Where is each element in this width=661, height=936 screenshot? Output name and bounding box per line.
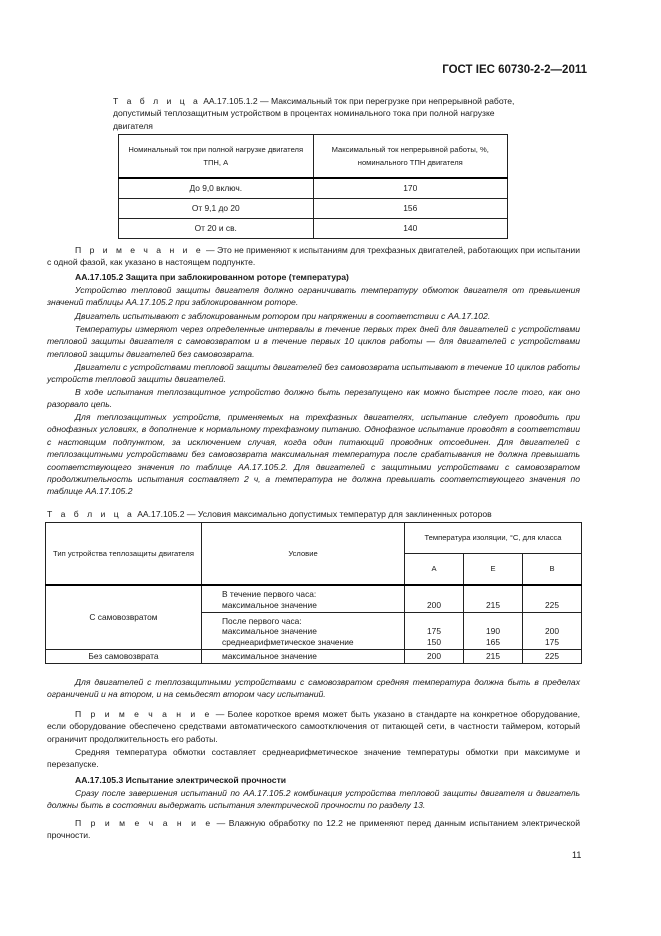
note1-text: — Это не применяют к испытаниям для трехфазных двигателей, работающих при испытании с одной фазой, как указано в настоящем подпункте. bbox=[47, 245, 580, 268]
section-105-2-para: В ходе испытания теплозащитное устройство должно быть перезапущено как можно быстрее после того, как оно разорвало цепь. bbox=[47, 387, 580, 410]
table1-caption-label: Т а б л и ц а bbox=[113, 96, 201, 106]
table2-header-row bbox=[46, 523, 582, 554]
table-cell: 200 bbox=[405, 650, 464, 664]
table-cell: 200 175 bbox=[523, 613, 582, 650]
section-105-3-heading: АА.17.105.3 Испытание электрической прочности bbox=[75, 775, 287, 785]
avg-temp-para: Средняя температура обмотки составляет среднеарифметическое значение температуры обмотки при максимуме и перезапуске. bbox=[47, 747, 580, 770]
section-105-2-para: Двигатель испытывают с заблокированным ротором при напряжении в соответствии с АА.17.102. bbox=[75, 311, 491, 321]
table2-caption-text: АА.17.105.2 — Условия максимально допустимых температур для заклиненных роторов bbox=[137, 509, 492, 519]
table2-caption-label: Т а б л и ц а bbox=[47, 509, 135, 519]
table-cell: 225 bbox=[523, 650, 582, 664]
table-cell: До 9,0 включ. bbox=[119, 178, 314, 199]
note3 bbox=[47, 817, 580, 842]
condition-line: После первого часа: bbox=[222, 615, 302, 626]
table-cell: 156 bbox=[313, 199, 508, 219]
table1 bbox=[118, 134, 508, 239]
table2-type-cell: С самовозвратом bbox=[46, 585, 202, 650]
table-cell: 215 bbox=[464, 585, 523, 613]
table2-condition-cell bbox=[202, 613, 405, 650]
table1-col-header: Номинальный ток при полной нагрузке двигателя ТПН, А bbox=[119, 135, 314, 179]
section-105-2-para: Для теплозащитных устройств, применяемых на трехфазных двигателях, испытание следует проводить при однофазных условиях, в дополнение к нормальному трехфазному питанию. Однофазное испытание проводят в соответствии с настоящим подпунктом, за исключением случая, когда один питающий проводник отсоединен. Для двигателей с теплозащитными устройствами без самовозврата максимальная температура после срабатывания не должна превышать соответствующего значения по таблице АА.17.105.2. Для двигателей с защитными устройствами с самовозвратом продолжительность испытания составляет 2 ч, а температура не должна превышать соответствующего значения по таблице АА.17.105.2 bbox=[47, 412, 580, 497]
table2-condition-cell: максимальное значение bbox=[202, 650, 405, 664]
table2-col-condition: Условие bbox=[202, 523, 405, 586]
table2-col-type: Тип устройства теплозащиты двигателя bbox=[46, 523, 202, 586]
note2-label: П р и м е ч а н и е bbox=[75, 709, 213, 719]
note3-label: П р и м е ч а н и е bbox=[75, 818, 214, 828]
section-105-2-para: Двигатели с устройствами тепловой защиты двигателей без самовозврата испытывают в течение 10 циклов работы устройств тепловой защиты двигателей. bbox=[47, 362, 580, 385]
note2-text: — Более короткое время может быть указано в стандарте на конкретное оборудование, если оборудование обеспечено средствами автоматического самоотключения от питающей сети, в частности таймером, который ограничит продолжительность его работы. bbox=[47, 709, 580, 744]
condition-line: среднеарифметическое значение bbox=[222, 636, 354, 647]
after-table2-para: Для двигателей с теплозащитными устройствами с самовозвратом средняя температура должна быть в пределах ограничений и на втором, и на семьдесят втором часу испытаний. bbox=[47, 677, 580, 700]
table1-caption-text: АА.17.105.1.2 — Максимальный ток при перегрузке при непрерывной работе, допустимый теплозащитным устройством в процентах номинального тока при полной нагрузке двигателя bbox=[113, 96, 515, 131]
table1-col-header: Максимальный ток непрерывной работы, %, номинального ТПН двигателя bbox=[313, 135, 508, 179]
table-row bbox=[119, 199, 508, 219]
table-cell: 175 150 bbox=[405, 613, 464, 650]
table2 bbox=[45, 522, 582, 664]
table2-class-a: А bbox=[405, 554, 464, 586]
table1-caption bbox=[113, 95, 533, 132]
table1-header-row bbox=[119, 135, 508, 179]
section-105-2-para: Температуры измеряют через определенные интервалы в течение первых трех дней для двигателей с устройствами тепловой защиты двигателя с самовозвратом и в течение первых 10 циклов работы — для двигателей с устройствами тепловой защиты двигателей без самовозврата. bbox=[47, 324, 580, 359]
table-cell: 200 bbox=[405, 585, 464, 613]
table-cell: 225 bbox=[523, 585, 582, 613]
section-105-2-para: Устройство тепловой защиты двигателя должно ограничивать температуру обмоток двигателя от превышения значений таблицы АА.17.105.2 при заблокированном роторе. bbox=[47, 285, 580, 308]
table2-col-temp: Температура изоляции, °С, для класса bbox=[405, 523, 582, 554]
table-row bbox=[119, 219, 508, 239]
note1 bbox=[47, 244, 580, 269]
page-number: 11 bbox=[572, 850, 582, 860]
table2-caption bbox=[47, 508, 492, 520]
note3-text: — Влажную обработку по 12.2 не применяют перед данным испытанием электрической прочности. bbox=[47, 818, 581, 841]
table2-class-e: Е bbox=[464, 554, 523, 586]
condition-line: максимальное значение bbox=[222, 599, 317, 610]
table2-type-cell: Без самовозврата bbox=[46, 650, 202, 664]
table-row bbox=[46, 650, 582, 664]
table-cell: От 20 и св. bbox=[119, 219, 314, 239]
condition-line: В течение первого часа: bbox=[222, 589, 317, 599]
condition-line: максимальное значение bbox=[222, 626, 317, 636]
table2-condition-cell bbox=[202, 585, 405, 613]
table-cell: 215 bbox=[464, 650, 523, 664]
table-cell: 190 165 bbox=[464, 613, 523, 650]
table-cell: 170 bbox=[313, 178, 508, 199]
table-cell: 140 bbox=[313, 219, 508, 239]
table2-class-b: В bbox=[523, 554, 582, 586]
note2 bbox=[47, 708, 580, 745]
table-row bbox=[119, 178, 508, 199]
section-105-3-para: Сразу после завершения испытаний по АА.17.105.2 комбинация устройства тепловой защиты двигателя и двигатель должны быть в состоянии выдержать испытания электрической прочности по разделу 13. bbox=[47, 788, 580, 811]
document-header: ГОСТ IEC 60730-2-2—2011 bbox=[442, 64, 587, 76]
note1-label: П р и м е ч а н и е bbox=[75, 245, 204, 255]
table-row bbox=[46, 585, 582, 613]
table-cell: От 9,1 до 20 bbox=[119, 199, 314, 219]
section-105-2-heading: АА.17.105.2 Защита при заблокированном роторе (температура) bbox=[75, 272, 349, 282]
